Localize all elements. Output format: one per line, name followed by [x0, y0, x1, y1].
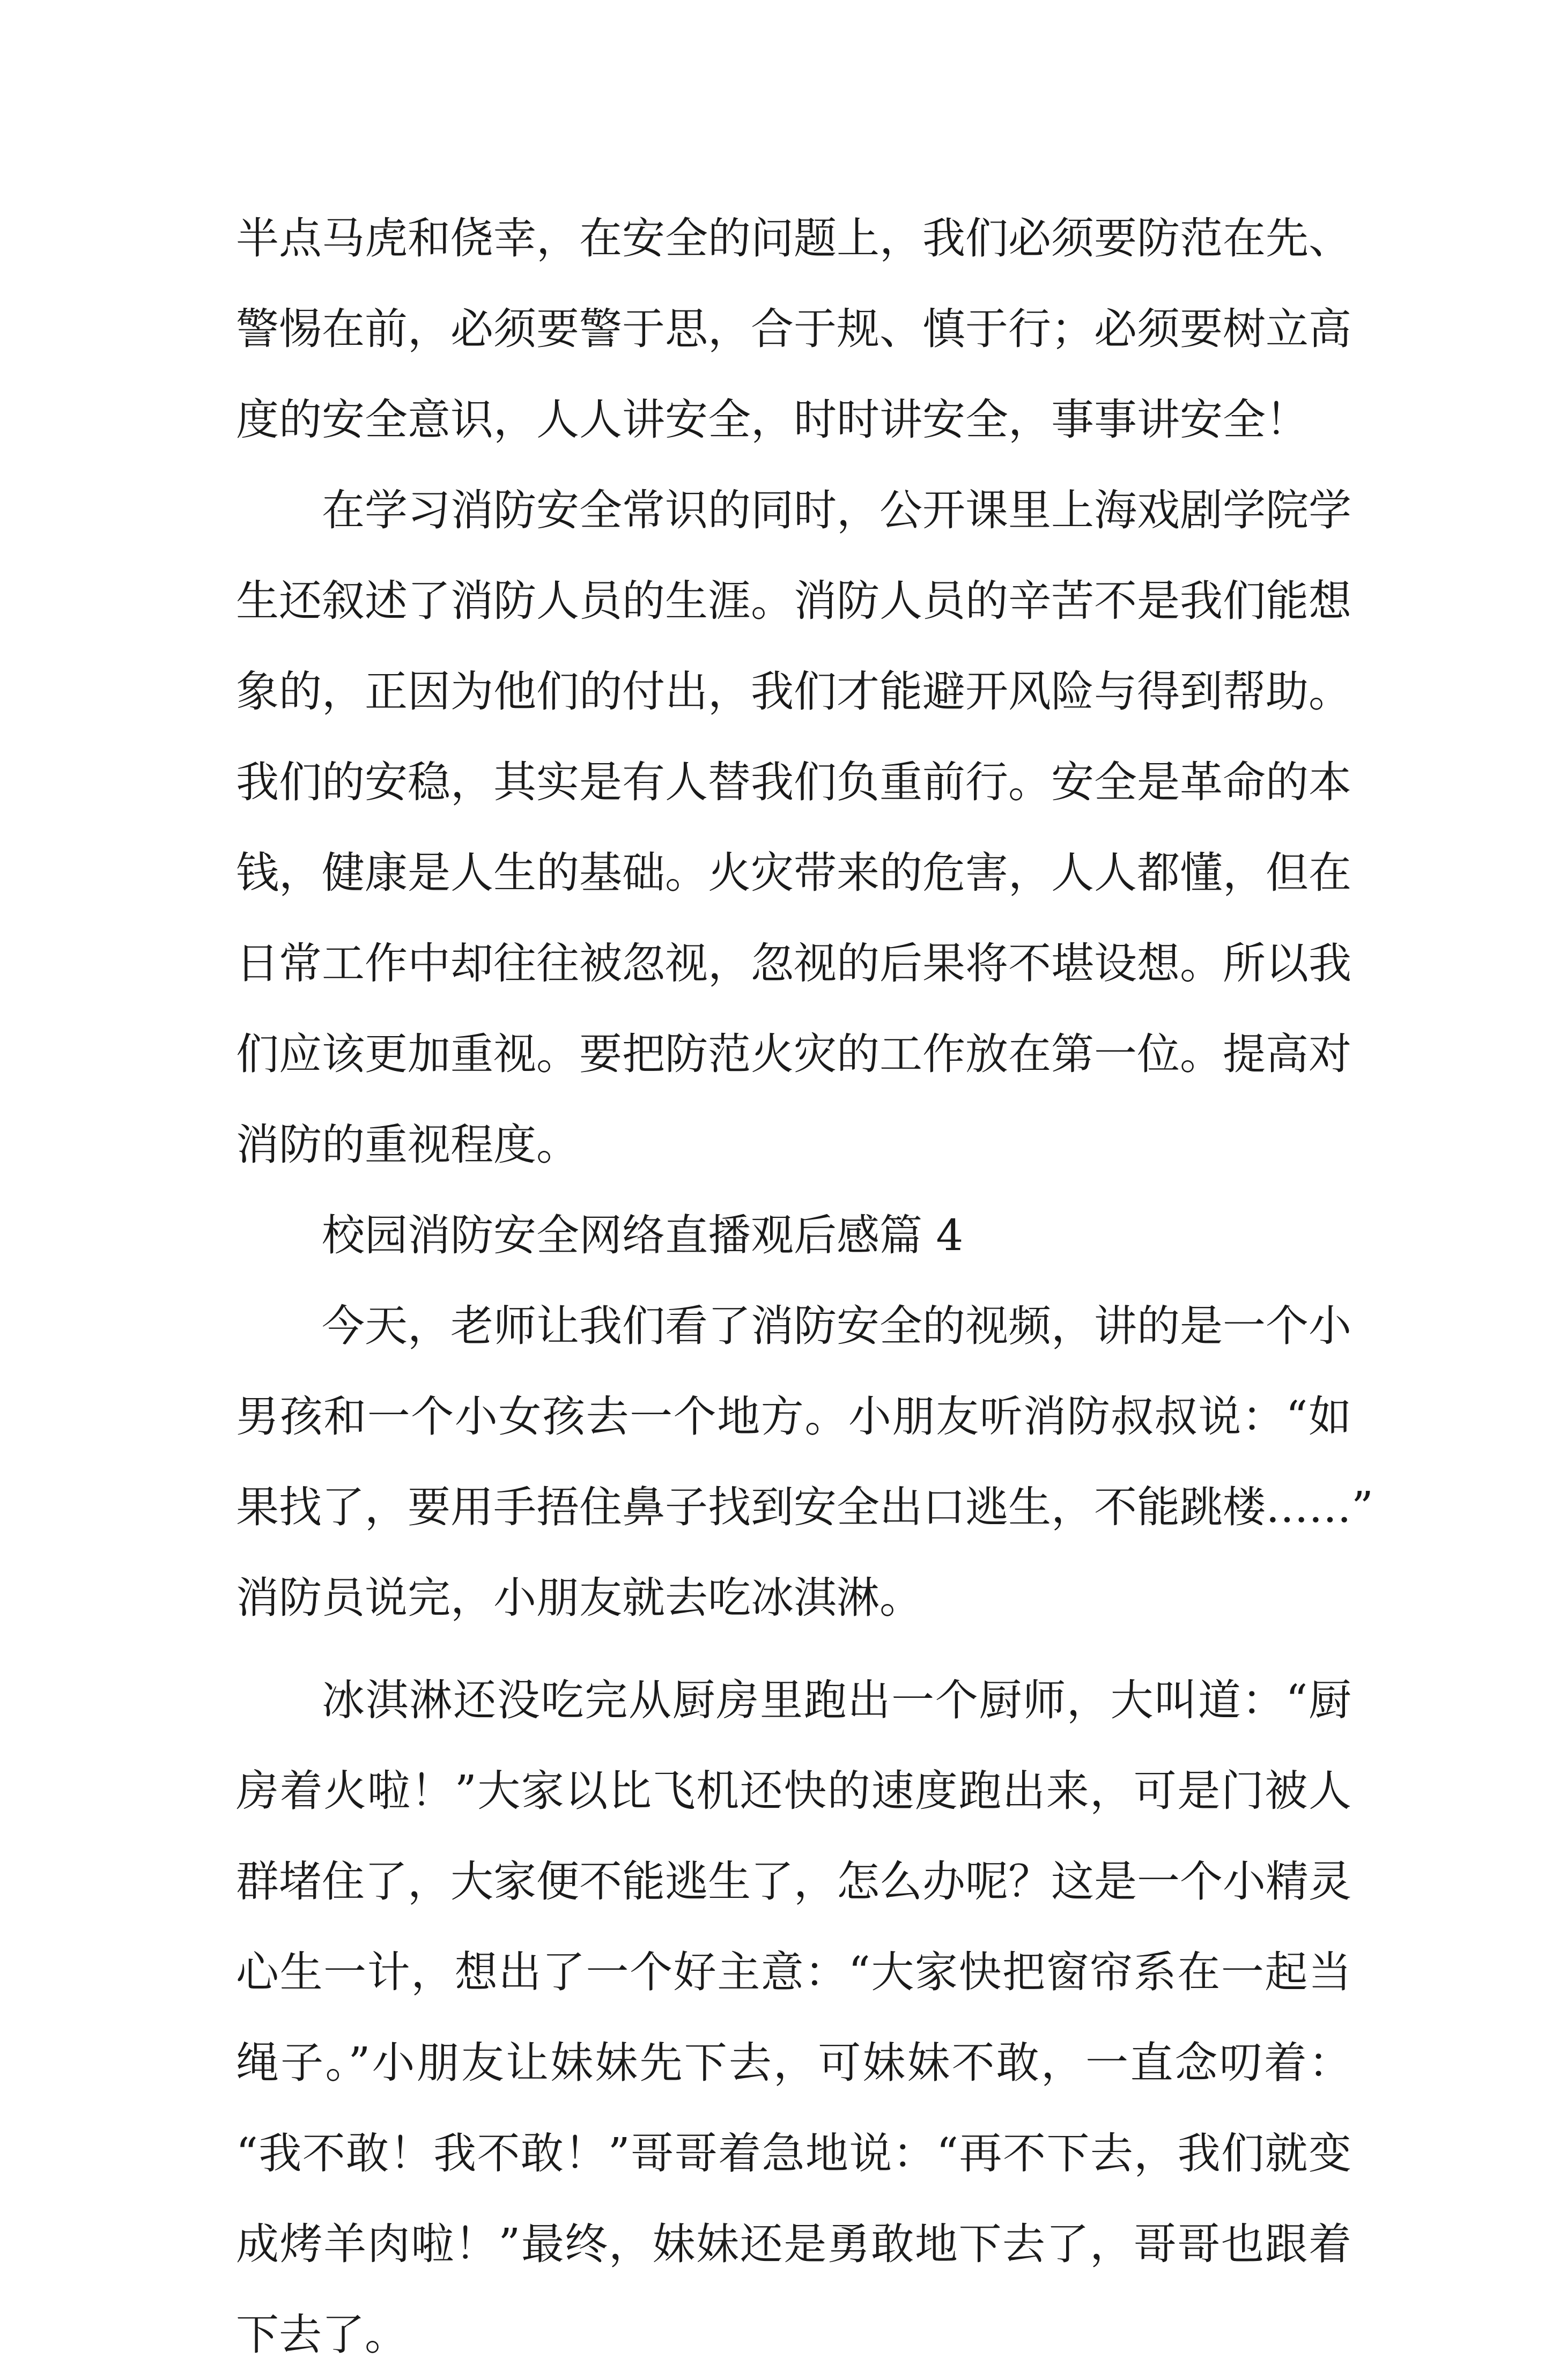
- paragraph-1-line-3: 度的安全意识，人人讲安全，时时讲安全，事事讲安全！: [236, 395, 1309, 445]
- section-title: 校园消防安全网络直播观后感篇 4: [322, 1210, 964, 1260]
- paragraph-3-line-3: 果找了，要用手捂住鼻子找到安全出口逃生，不能跳楼……”: [236, 1482, 1373, 1532]
- paragraph-4-line-1: 冰淇淋还没吃完从厨房里跑出一个厨师，大叫道：“厨: [322, 1675, 1351, 1725]
- paragraph-4-line-6: “我不敢！我不敢！”哥哥着急地说：“再不下去，我们就变: [236, 2128, 1351, 2178]
- paragraph-2-line-1: 在学习消防安全常识的同时，公开课里上海戏剧学院学: [322, 485, 1351, 535]
- paragraph-4-line-4: 心生一计，想出了一个好主意：“大家快把窗帘系在一起当: [236, 1947, 1351, 1997]
- paragraph-spacer: [236, 1643, 1351, 1655]
- paragraph-2-line-8: 消防的重视程度。: [236, 1120, 579, 1170]
- paragraph-3-line-1: 今天，老师让我们看了消防安全的视频，讲的是一个小: [322, 1301, 1351, 1351]
- paragraph-4-line-7: 成烤羊肉啦！”最终，妹妹还是勇敢地下去了，哥哥也跟着: [236, 2219, 1351, 2269]
- paragraph-1-line-2: 警惕在前，必须要警于思，合于规、慎于行；必须要树立高: [236, 304, 1351, 354]
- paragraph-1-line-1: 半点马虎和侥幸，在安全的问题上，我们必须要防范在先、: [236, 213, 1351, 263]
- paragraph-4-line-8: 下去了。: [236, 2310, 408, 2360]
- paragraph-2-line-2: 生还叙述了消防人员的生涯。消防人员的辛苦不是我们能想: [236, 576, 1351, 626]
- document-body: [236, 193, 1373, 2380]
- paragraph-4-line-2: 房着火啦！”大家以比飞机还快的速度跑出来，可是门被人: [236, 1766, 1351, 1816]
- paragraph-4-line-3: 群堵住了，大家便不能逃生了，怎么办呢？这是一个小精灵: [236, 1857, 1351, 1906]
- paragraph-3-line-2: 男孩和一个小女孩去一个地方。小朋友听消防叔叔说：“如: [236, 1392, 1351, 1442]
- paragraph-3-line-4: 消防员说完，小朋友就去吃冰淇淋。: [236, 1573, 922, 1623]
- paragraph-2-line-5: 钱，健康是人生的基础。火灾带来的危害，人人都懂，但在: [236, 848, 1351, 898]
- paragraph-2-line-7: 们应该更加重视。要把防范火灾的工作放在第一位。提高对: [236, 1029, 1351, 1079]
- paragraph-2-line-6: 日常工作中却往往被忽视，忽视的后果将不堪设想。所以我: [236, 938, 1351, 988]
- paragraph-4-line-5: 绳子。”小朋友让妹妹先下去，可妹妹不敢，一直念叨着：: [236, 2038, 1351, 2088]
- paragraph-2-line-3: 象的，正因为他们的付出，我们才能避开风险与得到帮助。: [236, 667, 1351, 716]
- paragraph-2-line-4: 我们的安稳，其实是有人替我们负重前行。安全是革命的本: [236, 757, 1351, 807]
